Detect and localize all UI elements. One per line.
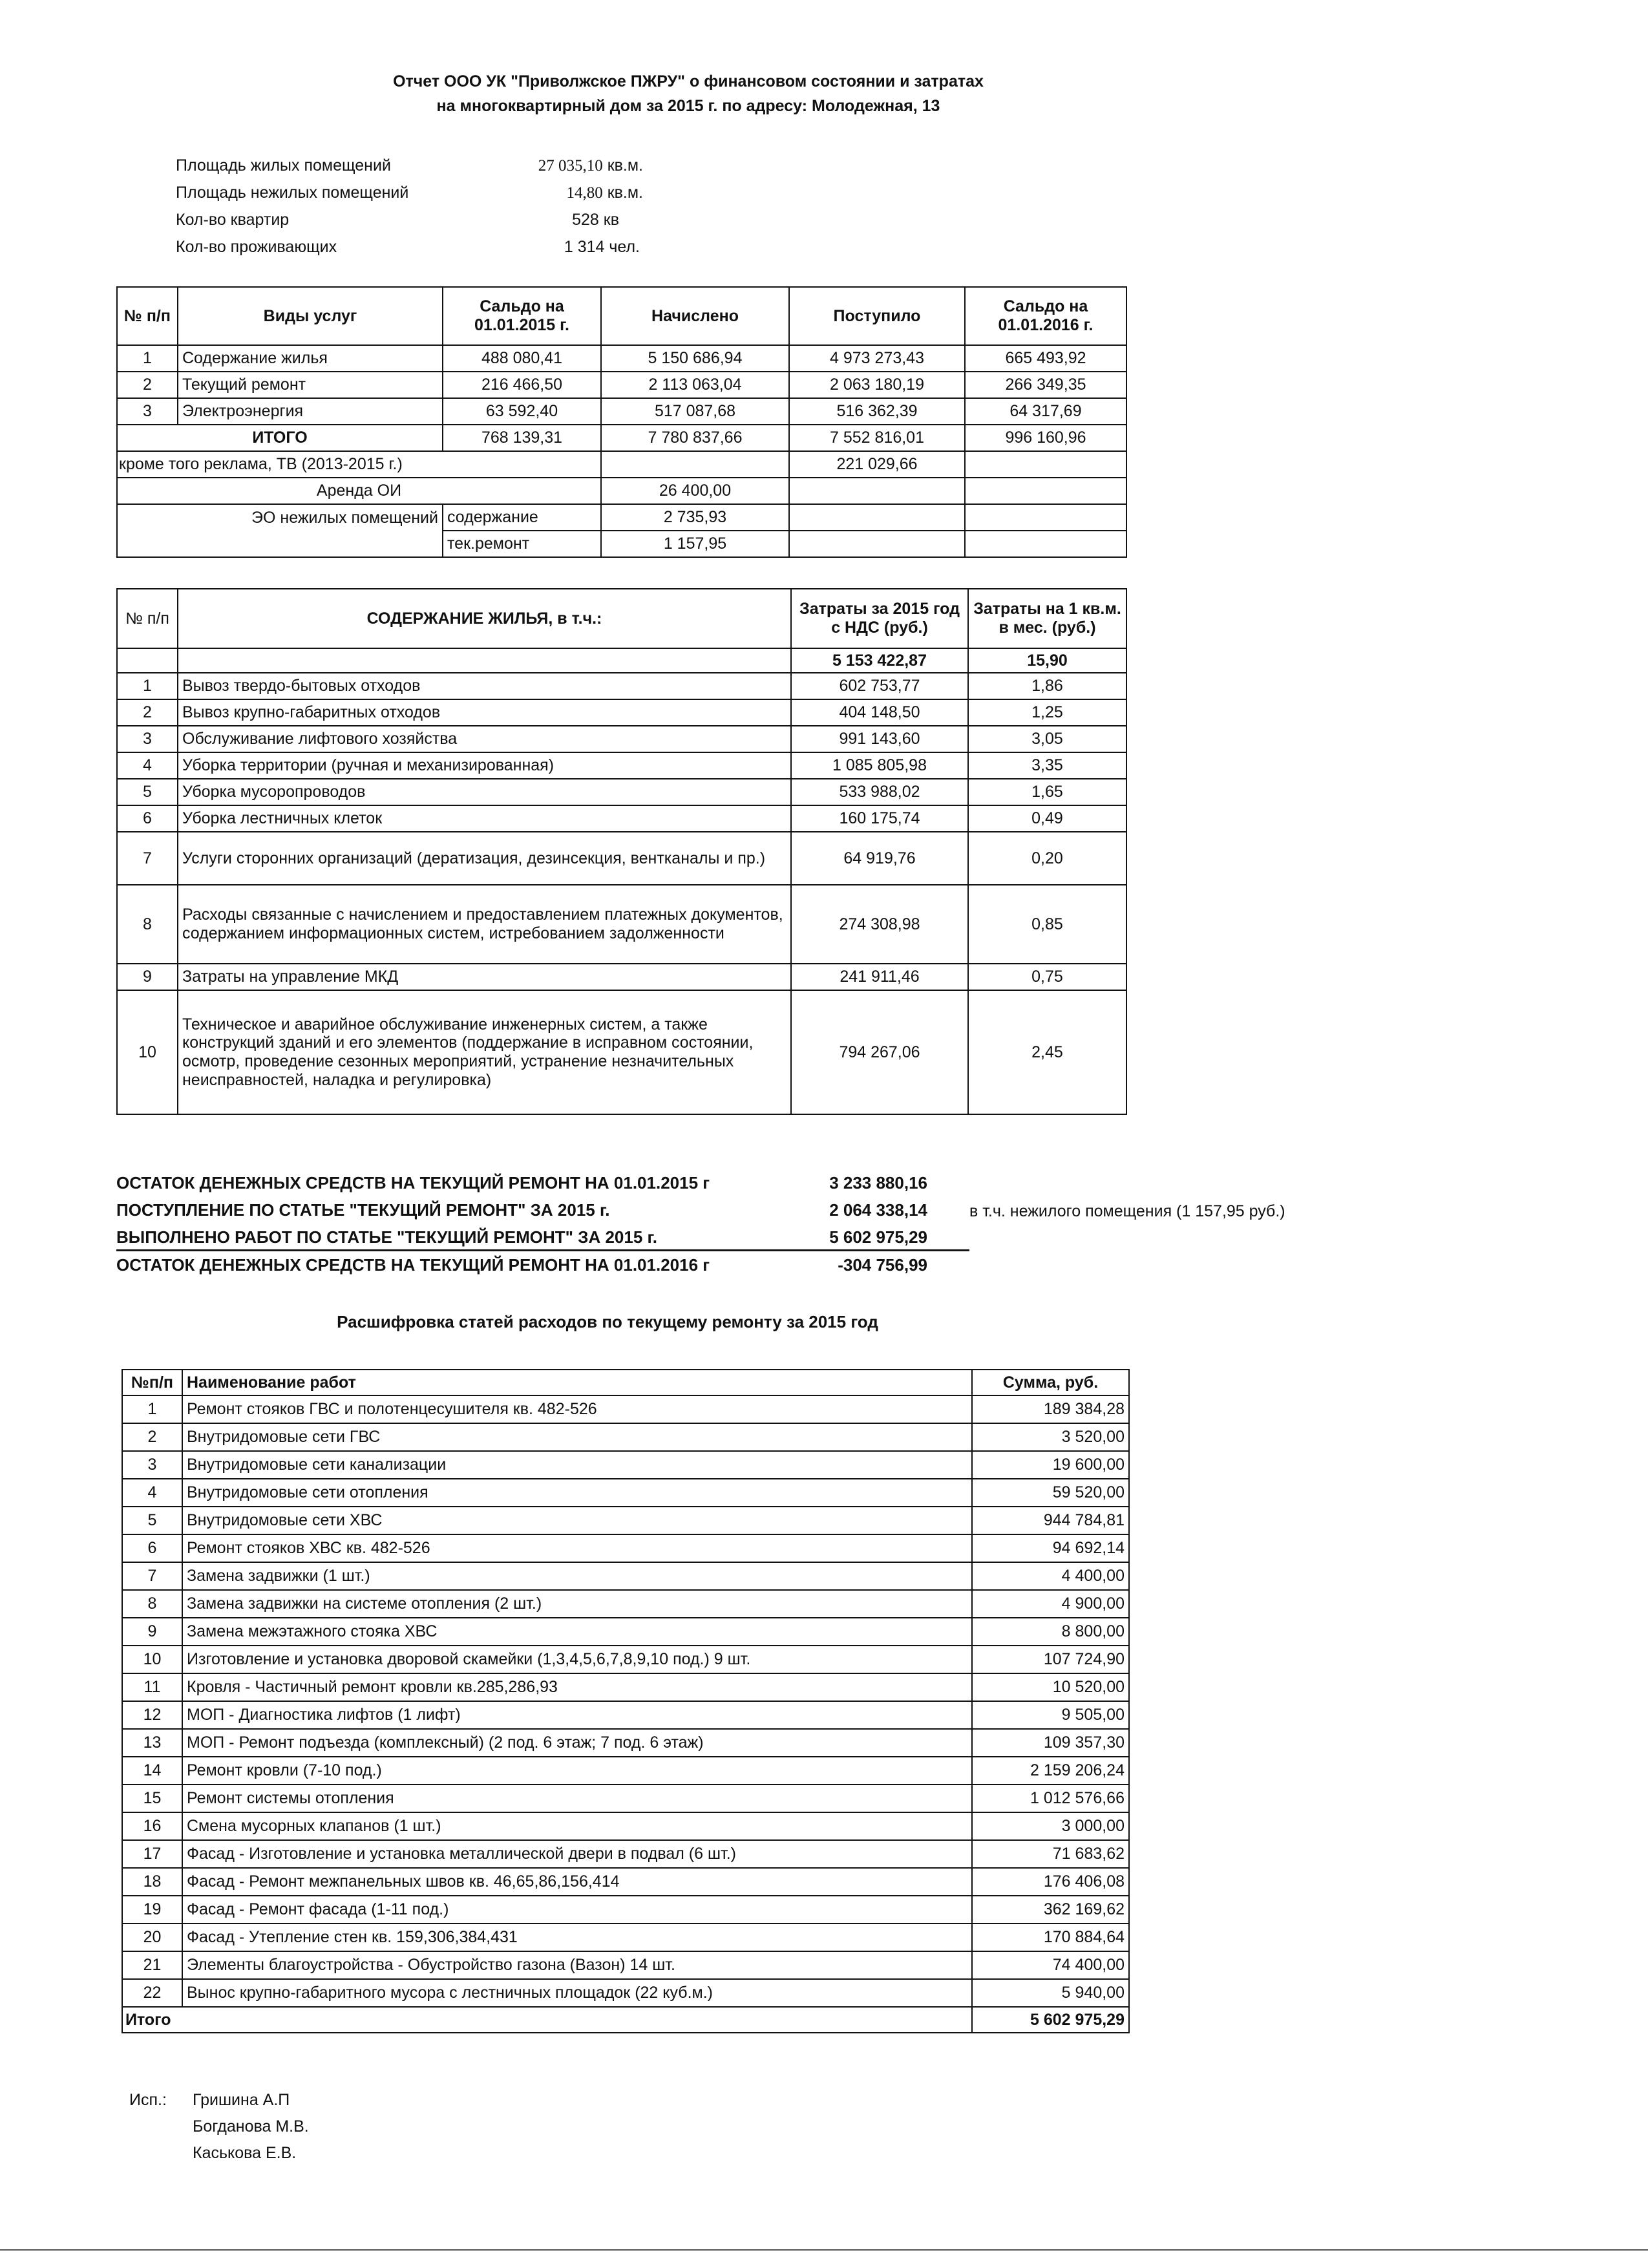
total-row xyxy=(117,648,1126,673)
row-number: 16 xyxy=(122,1812,182,1840)
table-row xyxy=(122,1646,1129,1673)
table-row xyxy=(122,1673,1129,1701)
work-name: Ремонт стояков ГВС и полотенцесушителя кв. 482-526 xyxy=(182,1395,972,1423)
table-header-row xyxy=(117,589,1126,648)
table-row xyxy=(122,1896,1129,1924)
cell-value: 94 692,14 xyxy=(972,1534,1129,1562)
table-row xyxy=(122,1590,1129,1618)
row-number: 3 xyxy=(122,1451,182,1479)
cell-value: 1 085 805,98 xyxy=(791,752,968,779)
total-row xyxy=(117,425,1126,451)
report-title-line2: на многоквартирный дом за 2015 г. по адресу: Молодежная, 13 xyxy=(436,97,940,115)
row-number: 9 xyxy=(117,964,178,990)
row-number: 6 xyxy=(122,1534,182,1562)
work-name: Ремонт стояков ХВС кв. 482-526 xyxy=(182,1534,972,1562)
col-header: Затраты за 2015 год с НДС (руб.) xyxy=(791,589,968,648)
scan-edge-line xyxy=(0,2249,1648,2251)
cell-value: 794 267,06 xyxy=(791,990,968,1114)
cell-value: 109 357,30 xyxy=(972,1729,1129,1757)
cell-value: 2 063 180,19 xyxy=(789,372,965,398)
cell-value: 2 735,93 xyxy=(601,504,789,531)
work-name: Фасад - Изготовление и установка металлической двери в подвал (6 шт.) xyxy=(182,1840,972,1868)
cell-value: 1 012 576,66 xyxy=(972,1785,1129,1812)
work-name: Внутридомовые сети отопления xyxy=(182,1479,972,1507)
row-number: 2 xyxy=(122,1423,182,1451)
empty-cell xyxy=(117,531,443,557)
extra-sublabel: содержание xyxy=(443,504,601,531)
cost-name: Расходы связанные с начислением и предоставлением платежных документов, содержанием информационных систем, истребованием задолженности xyxy=(178,885,791,964)
work-name: МОП - Диагностика лифтов (1 лифт) xyxy=(182,1701,972,1729)
cell-value: 1,86 xyxy=(968,673,1126,699)
table-row xyxy=(122,1729,1129,1757)
repair-breakdown-title: Расшифровка статей расходов по текущему ремонту за 2015 год xyxy=(337,1312,878,1331)
work-name: Ремонт кровли (7-10 под.) xyxy=(182,1757,972,1785)
cost-name: Услуги сторонних организаций (дератизация, дезинсекция, вентканалы и пр.) xyxy=(178,832,791,885)
table-row xyxy=(122,1701,1129,1729)
cell-value: 5 150 686,94 xyxy=(601,345,789,372)
table-row xyxy=(122,1562,1129,1590)
row-number: 2 xyxy=(117,699,178,726)
cell-value: 107 724,90 xyxy=(972,1646,1129,1673)
table-row xyxy=(117,699,1126,726)
table-row xyxy=(117,805,1126,832)
table-row xyxy=(122,1785,1129,1812)
table-row xyxy=(122,1812,1129,1840)
report-title-line1: Отчет ООО УК "Приволжское ПЖРУ" о финансовом состоянии и затратах xyxy=(393,72,984,90)
cell-value: 189 384,28 xyxy=(972,1395,1129,1423)
work-name: Ремонт системы отопления xyxy=(182,1785,972,1812)
info-value: 14,80 кв.м. xyxy=(566,184,643,202)
empty-cell xyxy=(117,648,178,673)
row-number: 20 xyxy=(122,1924,182,1951)
row-number: 3 xyxy=(117,398,178,425)
service-name: Текущий ремонт xyxy=(178,372,443,398)
table-row xyxy=(117,726,1126,752)
repair-breakdown-table xyxy=(121,1369,1130,2033)
cell-value: 9 505,00 xyxy=(972,1701,1129,1729)
cell-value: 1 157,95 xyxy=(601,531,789,557)
cell-value: 0,49 xyxy=(968,805,1126,832)
cell-value: 3,05 xyxy=(968,726,1126,752)
cell-value: 516 362,39 xyxy=(789,398,965,425)
col-header: Сумма, руб. xyxy=(972,1370,1129,1395)
row-number: 1 xyxy=(117,673,178,699)
maintenance-costs-table xyxy=(116,588,1127,1115)
total-label: Итого xyxy=(122,2007,972,2033)
table-row xyxy=(117,398,1126,425)
signature-name: Каськова Е.В. xyxy=(193,2144,297,2162)
work-name: Замена межэтажного стояка ХВС xyxy=(182,1618,972,1646)
cell-value: 533 988,02 xyxy=(791,779,968,805)
cell-value: 665 493,92 xyxy=(965,345,1126,372)
col-header: №п/п xyxy=(122,1370,182,1395)
cell-value: 170 884,64 xyxy=(972,1924,1129,1951)
empty-cell xyxy=(178,648,791,673)
cell-value: 768 139,31 xyxy=(443,425,601,451)
cell-value: 404 148,50 xyxy=(791,699,968,726)
row-number: 12 xyxy=(122,1701,182,1729)
cell-value: 274 308,98 xyxy=(791,885,968,964)
col-header: № п/п xyxy=(117,287,178,345)
cell-value: 4 900,00 xyxy=(972,1590,1129,1618)
row-number: 7 xyxy=(122,1562,182,1590)
work-name: Вынос крупно-габаритного мусора с лестничных площадок (22 куб.м.) xyxy=(182,1979,972,2007)
work-name: Замена задвижки (1 шт.) xyxy=(182,1562,972,1590)
cell-value: 10 520,00 xyxy=(972,1673,1129,1701)
summary-label: ПОСТУПЛЕНИЕ ПО СТАТЬЕ "ТЕКУЩИЙ РЕМОНТ" ЗА 2015 г. xyxy=(116,1200,610,1220)
cost-name: Техническое и аварийное обслуживание инженерных систем, а также конструкций зданий и его элементов (поддержание в исправном состоянии, осмотр, проведение сезонных мероприятий, устранение незначительных неисправностей, наладка и регулировка) xyxy=(178,990,791,1114)
col-header: Поступило xyxy=(789,287,965,345)
summary-label: ОСТАТОК ДЕНЕЖНЫХ СРЕДСТВ НА ТЕКУЩИЙ РЕМОНТ НА 01.01.2016 г xyxy=(116,1255,710,1275)
cell-value: 0,20 xyxy=(968,832,1126,885)
service-name: Содержание жилья xyxy=(178,345,443,372)
work-name: Изготовление и установка дворовой скамейки (1,3,4,5,6,7,8,9,10 под.) 9 шт. xyxy=(182,1646,972,1673)
col-header: Сальдо на 01.01.2016 г. xyxy=(965,287,1126,345)
row-number: 18 xyxy=(122,1868,182,1896)
table-header-row xyxy=(117,287,1126,345)
table-row xyxy=(117,752,1126,779)
row-number: 21 xyxy=(122,1951,182,1979)
table-row xyxy=(122,1757,1129,1785)
empty-cell xyxy=(965,504,1126,531)
summary-label: ВЫПОЛНЕНО РАБОТ ПО СТАТЬЕ "ТЕКУЩИЙ РЕМОНТ" ЗА 2015 г. xyxy=(116,1227,657,1247)
work-name: Фасад - Ремонт межпанельных швов кв. 46,65,86,156,414 xyxy=(182,1868,972,1896)
cell-value: 64 919,76 xyxy=(791,832,968,885)
info-label: Кол-во проживающих xyxy=(176,238,337,256)
cell-value: 5 153 422,87 xyxy=(791,648,968,673)
empty-cell xyxy=(965,531,1126,557)
col-header: № п/п xyxy=(117,589,178,648)
work-name: Элементы благоустройства - Обустройство газона (Вазон) 14 шт. xyxy=(182,1951,972,1979)
cell-value: 517 087,68 xyxy=(601,398,789,425)
col-header: Наименование работ xyxy=(182,1370,972,1395)
table-row xyxy=(122,1924,1129,1951)
row-number: 9 xyxy=(122,1618,182,1646)
row-number: 1 xyxy=(117,345,178,372)
row-number: 10 xyxy=(122,1646,182,1673)
cell-value: 3 520,00 xyxy=(972,1423,1129,1451)
row-number: 6 xyxy=(117,805,178,832)
table-row xyxy=(122,1395,1129,1423)
row-number: 8 xyxy=(122,1590,182,1618)
info-value: 27 035,10 кв.м. xyxy=(538,156,643,175)
row-number: 4 xyxy=(122,1479,182,1507)
total-row xyxy=(122,2007,1129,2033)
table-row xyxy=(122,1840,1129,1868)
row-number: 3 xyxy=(117,726,178,752)
cell-value: 221 029,66 xyxy=(789,451,965,478)
row-number: 22 xyxy=(122,1979,182,2007)
table-row xyxy=(122,1868,1129,1896)
divider-line xyxy=(116,1249,969,1251)
row-number: 8 xyxy=(117,885,178,964)
cell-value: 1,25 xyxy=(968,699,1126,726)
table-row xyxy=(117,964,1126,990)
work-name: Внутридомовые сети ГВС xyxy=(182,1423,972,1451)
work-name: МОП - Ремонт подъезда (комплексный) (2 под. 6 этаж; 7 под. 6 этаж) xyxy=(182,1729,972,1757)
table-row xyxy=(122,1479,1129,1507)
table-row xyxy=(117,372,1126,398)
info-label: Кол-во квартир xyxy=(176,211,290,229)
table-row xyxy=(122,1979,1129,2007)
empty-cell xyxy=(965,478,1126,504)
cell-value: 996 160,96 xyxy=(965,425,1126,451)
cell-value: 19 600,00 xyxy=(972,1451,1129,1479)
service-name: Электроэнергия xyxy=(178,398,443,425)
col-header: Виды услуг xyxy=(178,287,443,345)
work-name: Замена задвижки на системе отопления (2 шт.) xyxy=(182,1590,972,1618)
table-row xyxy=(117,832,1126,885)
row-number: 5 xyxy=(122,1507,182,1534)
cell-value: 0,75 xyxy=(968,964,1126,990)
row-number: 2 xyxy=(117,372,178,398)
table-row xyxy=(122,1951,1129,1979)
work-name: Кровля - Частичный ремонт кровли кв.285,286,93 xyxy=(182,1673,972,1701)
summary-note: в т.ч. нежилого помещения (1 157,95 руб.) xyxy=(969,1202,1285,1220)
total-label: ИТОГО xyxy=(117,425,443,451)
row-number: 10 xyxy=(117,990,178,1114)
row-number: 1 xyxy=(122,1395,182,1423)
summary-value: 3 233 880,16 xyxy=(829,1173,927,1192)
cost-name: Затраты на управление МКД xyxy=(178,964,791,990)
cell-value: 8 800,00 xyxy=(972,1618,1129,1646)
work-name: Внутридомовые сети канализации xyxy=(182,1451,972,1479)
row-number: 7 xyxy=(117,832,178,885)
cell-value: 362 169,62 xyxy=(972,1896,1129,1924)
empty-cell xyxy=(601,451,789,478)
cost-name: Вывоз твердо-бытовых отходов xyxy=(178,673,791,699)
work-name: Смена мусорных клапанов (1 шт.) xyxy=(182,1812,972,1840)
cost-name: Уборка мусоропроводов xyxy=(178,779,791,805)
cell-value: 7 552 816,01 xyxy=(789,425,965,451)
table-row xyxy=(117,990,1126,1114)
empty-cell xyxy=(965,451,1126,478)
table-row xyxy=(117,478,1126,504)
cell-value: 5 940,00 xyxy=(972,1979,1129,2007)
row-number: 13 xyxy=(122,1729,182,1757)
cell-value: 15,90 xyxy=(968,648,1126,673)
table-row xyxy=(117,885,1126,964)
col-header: Затраты на 1 кв.м. в мес. (руб.) xyxy=(968,589,1126,648)
cell-value: 64 317,69 xyxy=(965,398,1126,425)
empty-cell xyxy=(789,504,965,531)
table-row xyxy=(122,1423,1129,1451)
info-label: Площадь жилых помещений xyxy=(176,156,391,175)
summary-value: 2 064 338,14 xyxy=(829,1200,927,1220)
cell-value: 3 000,00 xyxy=(972,1812,1129,1840)
row-number: 5 xyxy=(117,779,178,805)
cell-value: 2,45 xyxy=(968,990,1126,1114)
cell-value: 71 683,62 xyxy=(972,1840,1129,1868)
summary-label: ОСТАТОК ДЕНЕЖНЫХ СРЕДСТВ НА ТЕКУЩИЙ РЕМОНТ НА 01.01.2015 г xyxy=(116,1173,710,1192)
table-row xyxy=(117,345,1126,372)
cost-name: Уборка лестничных клеток xyxy=(178,805,791,832)
empty-cell xyxy=(789,531,965,557)
col-header: Сальдо на 01.01.2015 г. xyxy=(443,287,601,345)
info-value: 528 кв xyxy=(572,211,619,229)
cell-value: 602 753,77 xyxy=(791,673,968,699)
row-number: 14 xyxy=(122,1757,182,1785)
balance-table xyxy=(116,286,1127,558)
cell-value: 2 113 063,04 xyxy=(601,372,789,398)
table-row xyxy=(117,673,1126,699)
cell-value: 3,35 xyxy=(968,752,1126,779)
cell-value: 2 159 206,24 xyxy=(972,1757,1129,1785)
cell-value: 266 349,35 xyxy=(965,372,1126,398)
cell-value: 5 602 975,29 xyxy=(972,2007,1129,2033)
extra-label: ЭО нежилых помещений xyxy=(117,504,443,531)
table-row xyxy=(117,504,1126,531)
extra-label: кроме того реклама, ТВ (2013-2015 г.) xyxy=(117,451,601,478)
table-row xyxy=(122,1618,1129,1646)
info-value: 1 314 чел. xyxy=(564,238,640,256)
cell-value: 4 973 273,43 xyxy=(789,345,965,372)
row-number: 19 xyxy=(122,1896,182,1924)
cell-value: 59 520,00 xyxy=(972,1479,1129,1507)
table-row xyxy=(117,531,1126,557)
col-header: Начислено xyxy=(601,287,789,345)
cost-name: Уборка территории (ручная и механизированная) xyxy=(178,752,791,779)
cell-value: 26 400,00 xyxy=(601,478,789,504)
cell-value: 4 400,00 xyxy=(972,1562,1129,1590)
row-number: 17 xyxy=(122,1840,182,1868)
row-number: 15 xyxy=(122,1785,182,1812)
cell-value: 1,65 xyxy=(968,779,1126,805)
signature-name: Гришина А.П xyxy=(193,2091,290,2109)
summary-value: -304 756,99 xyxy=(838,1255,927,1275)
cell-value: 241 911,46 xyxy=(791,964,968,990)
cost-name: Вывоз крупно-габаритных отходов xyxy=(178,699,791,726)
table-row xyxy=(117,779,1126,805)
table-header-row xyxy=(122,1370,1129,1395)
empty-cell xyxy=(789,478,965,504)
summary-value: 5 602 975,29 xyxy=(829,1227,927,1247)
table-row xyxy=(117,451,1126,478)
cell-value: 216 466,50 xyxy=(443,372,601,398)
work-name: Внутридомовые сети ХВС xyxy=(182,1507,972,1534)
cell-value: 944 784,81 xyxy=(972,1507,1129,1534)
cell-value: 176 406,08 xyxy=(972,1868,1129,1896)
work-name: Фасад - Утепление стен кв. 159,306,384,431 xyxy=(182,1924,972,1951)
cell-value: 991 143,60 xyxy=(791,726,968,752)
cell-value: 0,85 xyxy=(968,885,1126,964)
info-label: Площадь нежилых помещений xyxy=(176,184,409,202)
table-row xyxy=(122,1534,1129,1562)
cell-value: 488 080,41 xyxy=(443,345,601,372)
row-number: 11 xyxy=(122,1673,182,1701)
cell-value: 74 400,00 xyxy=(972,1951,1129,1979)
signature-prefix: Исп.: xyxy=(129,2091,167,2109)
col-header: СОДЕРЖАНИЕ ЖИЛЬЯ, в т.ч.: xyxy=(178,589,791,648)
table-row xyxy=(122,1451,1129,1479)
table-row xyxy=(122,1507,1129,1534)
cell-value: 63 592,40 xyxy=(443,398,601,425)
cost-name: Обслуживание лифтового хозяйства xyxy=(178,726,791,752)
cell-value: 160 175,74 xyxy=(791,805,968,832)
row-number: 4 xyxy=(117,752,178,779)
signature-name: Богданова М.В. xyxy=(193,2117,309,2136)
work-name: Фасад - Ремонт фасада (1-11 под.) xyxy=(182,1896,972,1924)
extra-label: Аренда ОИ xyxy=(117,478,601,504)
cell-value: 7 780 837,66 xyxy=(601,425,789,451)
extra-sublabel: тек.ремонт xyxy=(443,531,601,557)
